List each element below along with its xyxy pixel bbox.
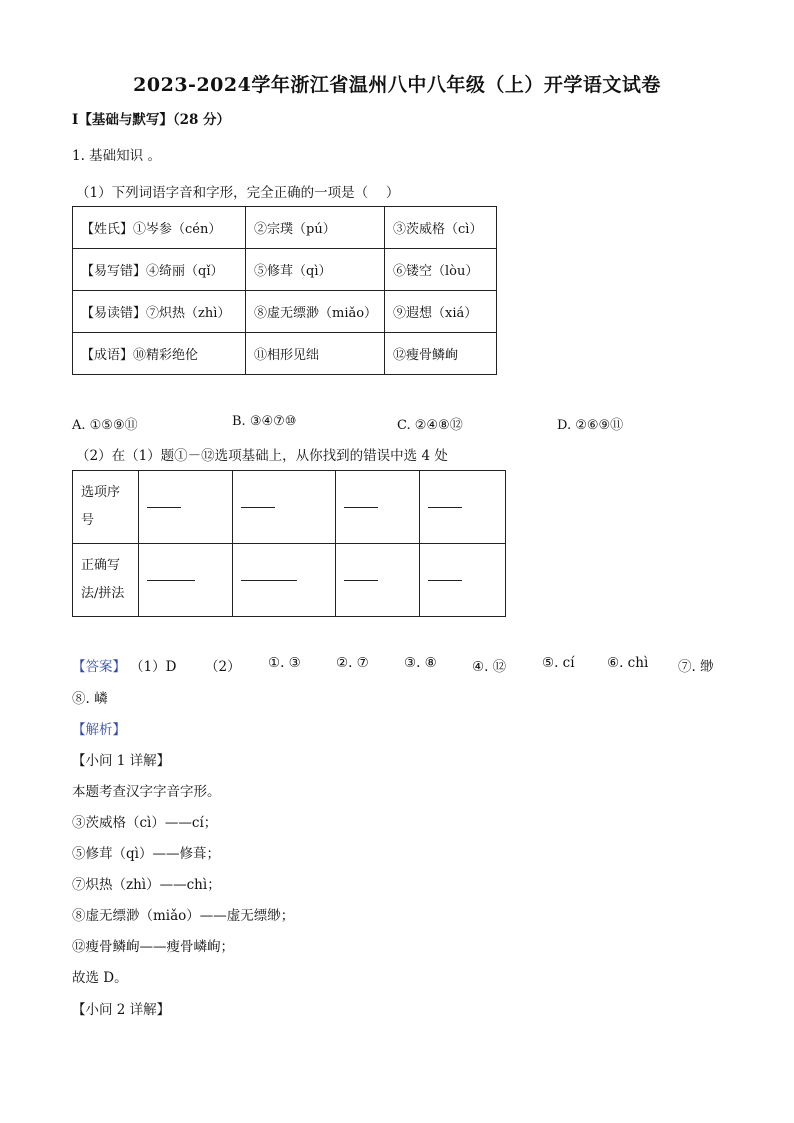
table-cell: ③茨威格（cì） bbox=[385, 207, 497, 249]
section-heading: Ⅰ【基础与默写】（28 分） bbox=[72, 112, 231, 128]
analysis-line: ⑧虚无缥渺（miǎo）——虚无缥缈； bbox=[72, 908, 295, 924]
blank-line bbox=[344, 506, 378, 508]
header-line: 法/拼法 bbox=[81, 586, 125, 601]
option-a: A. ①⑤⑨⑪ bbox=[72, 418, 138, 433]
blank-line bbox=[428, 506, 462, 508]
analysis-line: ⑫瘦骨鳞峋——瘦骨嶙峋； bbox=[72, 939, 234, 955]
answer-item: ⑧. 嶙 bbox=[72, 691, 108, 707]
analysis-line: ⑤修茸（qì）——修葺； bbox=[72, 846, 220, 862]
header-line: 号 bbox=[81, 513, 95, 528]
sub-question-1-label: 【小问 1 详解】 bbox=[72, 753, 171, 769]
analysis-label: 【解析】 bbox=[72, 722, 126, 738]
option-d: D. ②⑥⑨⑪ bbox=[557, 418, 624, 433]
table-cell: ⑪相形见绌 bbox=[246, 333, 385, 375]
table-cell: ⑧虚无缥渺（miǎo） bbox=[246, 291, 385, 333]
analysis-line: 故选 D。 bbox=[72, 970, 128, 986]
option-c: C. ②④⑧⑫ bbox=[397, 418, 463, 433]
fill-blank-cell[interactable] bbox=[233, 471, 336, 544]
answer-label: 【答案】 bbox=[72, 659, 126, 675]
question-1-2-stem: （2）在（1）题①－⑫选项基础上，从你找到的错误中选 4 处 bbox=[76, 448, 448, 464]
answer-item: ③. ⑧ bbox=[404, 655, 437, 671]
fill-blank-cell[interactable] bbox=[420, 471, 506, 544]
table-cell: ⑫瘦骨鳞峋 bbox=[385, 333, 497, 375]
answer-item: ①. ③ bbox=[268, 655, 301, 671]
answer-item: ②. ⑦ bbox=[336, 655, 369, 671]
sub-question-2-label: 【小问 2 详解】 bbox=[72, 1002, 171, 1018]
answer-item: ⑤. cí bbox=[542, 655, 575, 671]
answer-table bbox=[72, 470, 506, 617]
fill-blank-cell[interactable] bbox=[139, 544, 233, 617]
blank-line bbox=[241, 506, 275, 508]
blank-line bbox=[147, 506, 181, 508]
blank-line bbox=[241, 579, 297, 581]
fill-blank-cell[interactable] bbox=[139, 471, 233, 544]
page-title: 2023-2024学年浙江省温州八中八年级（上）开学语文试卷 bbox=[133, 74, 661, 96]
table-cell: 【成语】⑩精彩绝伦 bbox=[73, 333, 246, 375]
answer-item: ⑥. chì bbox=[607, 655, 649, 671]
option-b: B. ③④⑦⑩ bbox=[232, 414, 297, 429]
blank-line bbox=[428, 579, 462, 581]
header-line: 正确写 bbox=[81, 558, 121, 573]
fill-blank-cell[interactable] bbox=[420, 544, 506, 617]
analysis-line: ③茨威格（cì）——cí； bbox=[72, 815, 218, 831]
table-cell: 【易写错】④绮丽（qǐ） bbox=[73, 249, 246, 291]
word-table bbox=[72, 206, 497, 375]
table-cell: ⑥镂空（lòu） bbox=[385, 249, 497, 291]
table-header-cell bbox=[73, 544, 139, 617]
table-cell: ⑤修茸（qì） bbox=[246, 249, 385, 291]
blank-line bbox=[344, 579, 378, 581]
fill-blank-cell[interactable] bbox=[233, 544, 336, 617]
analysis-line: 本题考查汉字字音字形。 bbox=[72, 784, 221, 800]
table-cell: ⑨遐想（xiá） bbox=[385, 291, 497, 333]
fill-blank-cell[interactable] bbox=[336, 544, 420, 617]
table-cell: 【易读错】⑦炽热（zhì） bbox=[73, 291, 246, 333]
header-line: 选项序 bbox=[81, 485, 121, 500]
answer-item: ⑦. 缈 bbox=[678, 659, 714, 675]
table-row bbox=[73, 249, 497, 291]
analysis-line: ⑦炽热（zhì）——chì； bbox=[72, 877, 221, 893]
blank-line bbox=[147, 579, 195, 581]
fill-blank-cell[interactable] bbox=[336, 471, 420, 544]
table-row bbox=[73, 471, 506, 544]
table-cell: ②宗璞（pú） bbox=[246, 207, 385, 249]
answer-item: ④. ⑫ bbox=[472, 659, 507, 675]
question-1-1-stem: （1）下列词语字音和字形，完全正确的一项是（ ） bbox=[76, 185, 400, 201]
table-row bbox=[73, 291, 497, 333]
answer-part-1: （1）D bbox=[130, 659, 177, 675]
table-header-cell bbox=[73, 471, 139, 544]
question-1-label: 1. 基础知识 。 bbox=[72, 148, 161, 164]
answer-part-2: （2） bbox=[205, 659, 241, 675]
table-cell: 【姓氏】①岑参（cén） bbox=[73, 207, 246, 249]
table-row bbox=[73, 333, 497, 375]
table-row bbox=[73, 544, 506, 617]
table-row bbox=[73, 207, 497, 249]
